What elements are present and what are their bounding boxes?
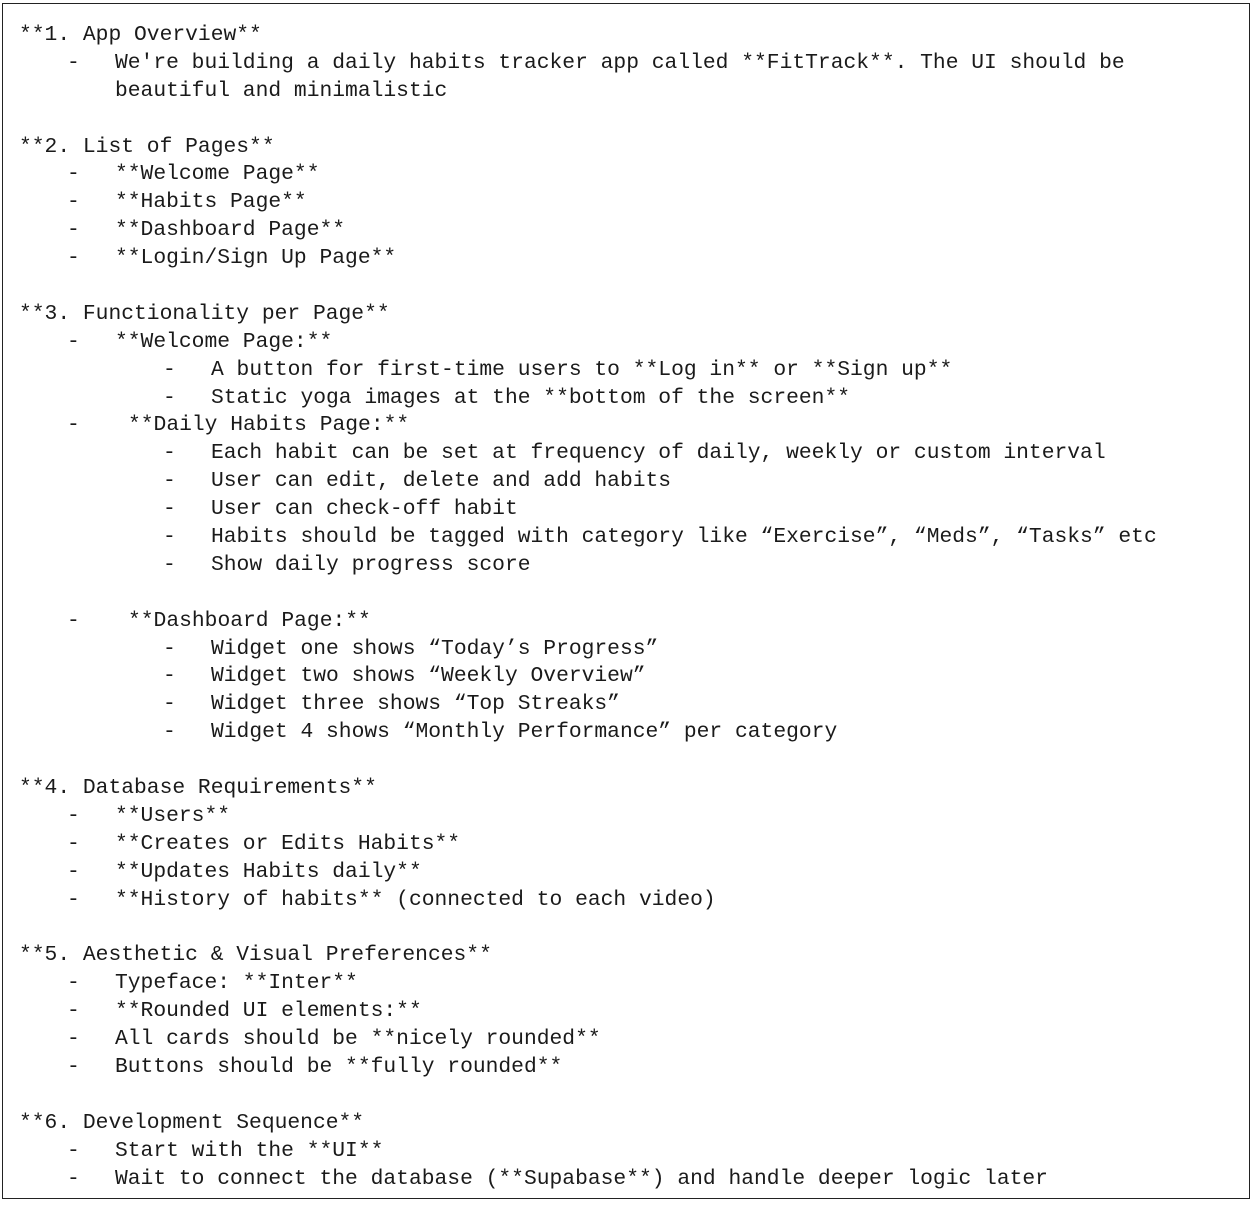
section-spacer: [19, 915, 1244, 943]
list-item-text: Buttons should be **fully rounded**: [115, 1054, 563, 1079]
list-item-text: **Habits Page**: [115, 190, 307, 215]
list-item-text: Start with the **UI**: [115, 1138, 384, 1163]
list-item-text: **Users**: [115, 803, 231, 828]
list-item-text: Habits should be tagged with category like “Exercise”, “Meds”, “Tasks” etc: [211, 525, 1157, 550]
list-item-text: **Welcome Page**: [115, 162, 320, 187]
list-item-text: Widget two shows “Weekly Overview”: [211, 664, 646, 689]
bullet-dash: -: [67, 999, 80, 1024]
list-item: [19, 50, 1244, 78]
bullet-dash: -: [67, 971, 80, 996]
list-item-text: **Welcome Page:**: [115, 329, 333, 354]
section-heading: **1. App Overview**: [19, 23, 262, 47]
section-heading: **6. Development Sequence**: [19, 1110, 365, 1135]
section-spacer: [19, 1082, 1244, 1110]
document-frame: [2, 3, 1250, 1199]
bullet-dash: -: [163, 497, 176, 522]
list-item: [19, 161, 1244, 189]
list-item-text: We're building a daily habits tracker app called **FitTrack**. The UI should be: [115, 50, 1125, 75]
list-item-text: Static yoga images at the **bottom of the screen**: [211, 385, 851, 410]
bullet-dash: -: [67, 831, 80, 856]
bullet-dash: -: [67, 329, 80, 354]
list-item: [19, 496, 1244, 524]
bullet-dash: -: [67, 190, 80, 215]
bullet-dash: -: [67, 1054, 80, 1079]
list-item-text: **Login/Sign Up Page**: [115, 246, 397, 271]
bullet-dash: -: [67, 162, 80, 187]
bullet-dash: -: [67, 859, 80, 884]
bullet-dash: -: [67, 803, 80, 828]
list-item: [19, 970, 1244, 998]
section-spacer: [19, 106, 1244, 134]
list-item: [19, 663, 1244, 691]
list-item-text: beautiful and minimalistic: [115, 78, 448, 103]
list-item: [19, 1166, 1244, 1194]
list-item: [19, 524, 1244, 552]
list-item: [19, 189, 1244, 217]
list-item: [19, 719, 1244, 747]
list-item: [19, 803, 1244, 831]
list-item-text: **Daily Habits Page:**: [128, 413, 410, 438]
list-item-text: **Creates or Edits Habits**: [115, 831, 461, 856]
list-item: [19, 998, 1244, 1026]
list-item: [19, 859, 1244, 887]
list-item: [19, 245, 1244, 273]
bullet-dash: -: [163, 385, 176, 410]
list-item: [19, 468, 1244, 496]
list-item: [19, 1138, 1244, 1166]
list-item-text: All cards should be **nicely rounded**: [115, 1027, 601, 1052]
list-item-text: **Dashboard Page**: [115, 218, 346, 243]
list-item: [19, 691, 1244, 719]
bullet-dash: -: [67, 608, 80, 633]
list-item: [19, 412, 1244, 440]
bullet-dash: -: [67, 413, 80, 438]
list-item: [19, 357, 1244, 385]
bullet-dash: -: [163, 692, 176, 717]
list-item: [19, 831, 1244, 859]
list-item: [19, 552, 1244, 580]
list-item-text: User can edit, delete and add habits: [211, 469, 672, 494]
section-spacer: [19, 747, 1244, 775]
bullet-dash: -: [163, 552, 176, 577]
list-item-text: Show daily progress score: [211, 552, 531, 577]
list-item-text: **Updates Habits daily**: [115, 859, 422, 884]
bullet-dash: -: [163, 469, 176, 494]
blank-line: [19, 580, 1244, 608]
bullet-dash: -: [67, 1138, 80, 1163]
list-item: [19, 78, 1244, 106]
list-item-text: **History of habits** (connected to each video): [115, 887, 716, 912]
section-heading: **4. Database Requirements**: [19, 776, 377, 801]
bullet-dash: -: [67, 218, 80, 243]
list-item: [19, 1054, 1244, 1082]
bullet-dash: -: [67, 50, 80, 75]
list-item-text: Typeface: **Inter**: [115, 971, 358, 996]
spec-document: [19, 22, 1244, 1193]
list-item: [19, 385, 1244, 413]
bullet-dash: -: [163, 441, 176, 466]
section-heading: **3. Functionality per Page**: [19, 301, 390, 326]
section-heading: **2. List of Pages**: [19, 134, 275, 159]
list-item: [19, 217, 1244, 245]
list-item: [19, 636, 1244, 664]
bullet-dash: -: [67, 1027, 80, 1052]
list-item-text: A button for first-time users to **Log in** or **Sign up**: [211, 357, 953, 382]
bullet-dash: -: [163, 636, 176, 661]
bullet-dash: -: [163, 357, 176, 382]
bullet-dash: -: [67, 246, 80, 271]
list-item-text: **Rounded UI elements:**: [115, 999, 422, 1024]
list-item: [19, 1026, 1244, 1054]
section-heading: **5. Aesthetic & Visual Preferences**: [19, 943, 492, 968]
bullet-dash: -: [67, 1166, 80, 1191]
bullet-dash: -: [67, 887, 80, 912]
list-item-text: Widget three shows “Top Streaks”: [211, 692, 620, 717]
bullet-dash: -: [163, 525, 176, 550]
list-item: [19, 887, 1244, 915]
list-item-text: Each habit can be set at frequency of daily, weekly or custom interval: [211, 441, 1106, 466]
list-item-text: **Dashboard Page:**: [128, 608, 371, 633]
list-item: [19, 440, 1244, 468]
list-item-text: Widget one shows “Today’s Progress”: [211, 636, 659, 661]
bullet-dash: -: [163, 664, 176, 689]
list-item-text: User can check-off habit: [211, 497, 518, 522]
list-item-text: Wait to connect the database (**Supabase**) and handle deeper logic later: [115, 1166, 1048, 1191]
bullet-dash: -: [163, 720, 176, 745]
section-spacer: [19, 273, 1244, 301]
list-item: [19, 329, 1244, 357]
list-item-text: Widget 4 shows “Monthly Performance” per category: [211, 720, 838, 745]
list-item: [19, 608, 1244, 636]
